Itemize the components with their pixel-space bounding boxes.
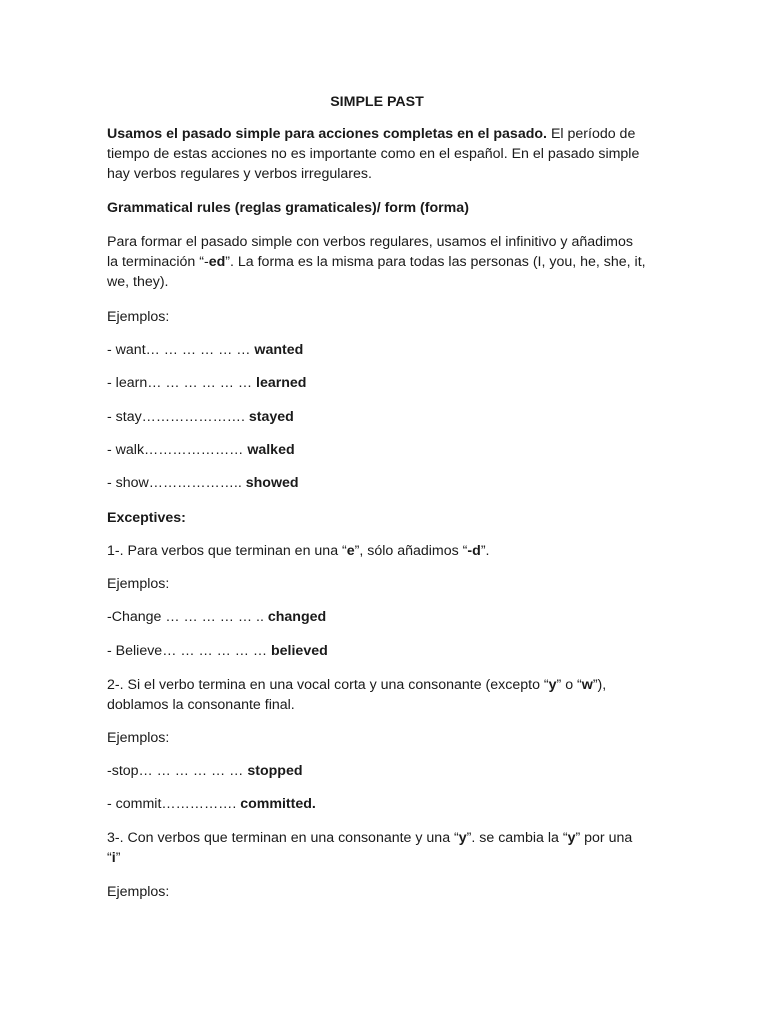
example-past: changed — [267, 609, 327, 625]
example-base: - want… … … … … … — [107, 342, 255, 358]
example-row — [107, 641, 328, 661]
exceptives-heading — [107, 508, 186, 528]
example-row — [107, 440, 295, 460]
examples-label: Ejemplos: — [107, 730, 170, 746]
rule-text-before: Para formar el pasado simple con verbos regulares, usamos el infinitivo y añadimos la terminación “- — [107, 234, 633, 270]
example-base: -Change … … … … … .. — [107, 609, 268, 625]
example-base: - commit……………. — [107, 796, 241, 812]
rule2-bold: w — [581, 677, 593, 693]
examples-label: Ejemplos: — [107, 576, 170, 592]
rule3-bold: i — [111, 850, 116, 866]
example-past: committed. — [240, 796, 316, 812]
rule-text-after: ”. La forma es la misma para todas las personas (I, you, he, she, it, we, they). — [107, 254, 646, 290]
example-row — [107, 407, 294, 427]
example-past: walked — [247, 442, 295, 458]
example-base: - stay…………………. — [107, 409, 249, 425]
example-past: believed — [270, 643, 328, 659]
rule2-text: 2-. Si el verbo termina en una vocal corta y una consonante (excepto “ — [107, 677, 549, 693]
example-row — [107, 794, 316, 814]
rule1-paragraph — [107, 541, 489, 561]
heading-grammatical-rules-text: Grammatical rules (reglas gramaticales)/ form (forma) — [107, 200, 469, 216]
rule-paragraph — [107, 232, 647, 292]
example-base: - Believe… … … … … … — [107, 643, 271, 659]
rule2-paragraph — [107, 675, 647, 715]
example-row — [107, 607, 326, 627]
example-past: wanted — [254, 342, 304, 358]
rule2-text: ”), doblamos la consonante final. — [107, 677, 607, 713]
example-base: - show……………….. — [107, 475, 246, 491]
rule1-text: 1-. Para verbos que terminan en una “ — [107, 543, 347, 559]
rule1-bold: e — [346, 543, 355, 559]
rule3-text: ”. se cambia la “ — [466, 830, 568, 846]
intro-bold-text: Usamos el pasado simple para acciones completas en el pasado. — [107, 126, 547, 142]
example-past: stopped — [247, 763, 303, 779]
rule2-text: ” o “ — [556, 677, 582, 693]
example-base: -stop… … … … … … — [107, 763, 248, 779]
rule1-text: ”. — [480, 543, 490, 559]
intro-paragraph — [107, 124, 647, 184]
intro-text: El período de tiempo de estas acciones no es importante como en el español. En el pasado simple hay verbos regulares y verbos irregulares. — [107, 126, 640, 182]
page-title: SIMPLE PAST — [330, 94, 424, 110]
rule2-bold: y — [548, 677, 557, 693]
rule3-text: 3-. Con verbos que terminan en una consonante y una “ — [107, 830, 459, 846]
rule1-bold: -d — [467, 543, 481, 559]
rule3-bold: y — [567, 830, 576, 846]
example-past: stayed — [248, 409, 294, 425]
rule3-text: ” por una “ — [107, 830, 633, 866]
example-base: - learn… … … … … … — [107, 375, 256, 391]
example-past: showed — [245, 475, 299, 491]
example-row — [107, 761, 303, 781]
exceptives-heading-text: Exceptives: — [107, 510, 186, 526]
examples-label: Ejemplos: — [107, 309, 170, 325]
examples-label: Ejemplos: — [107, 884, 170, 900]
rule3-bold: y — [458, 830, 467, 846]
rule-text-ending: ed — [208, 254, 226, 270]
example-row — [107, 340, 303, 360]
rule3-paragraph — [107, 828, 647, 868]
example-base: - walk………………… — [107, 442, 248, 458]
example-row — [107, 373, 306, 393]
rule1-text: ”, sólo añadimos “ — [354, 543, 468, 559]
rule3-text: ” — [115, 850, 121, 866]
heading-grammatical-rules — [107, 198, 469, 218]
example-past: learned — [256, 375, 307, 391]
example-row — [107, 473, 299, 493]
